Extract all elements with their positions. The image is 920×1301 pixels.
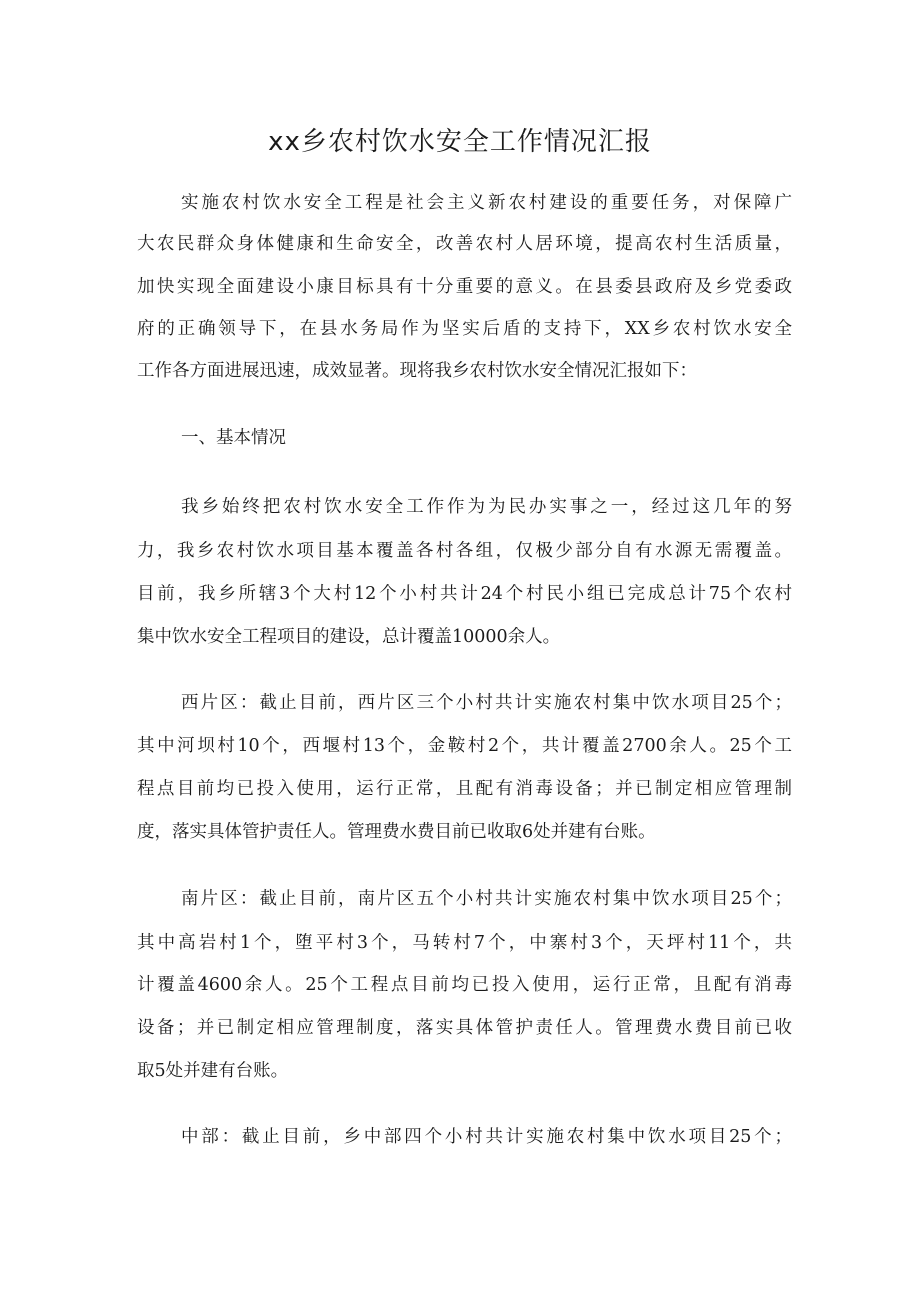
west-line-2: 其中河坝村10个，西堰村13个，金鞍村2个，共计覆盖2700余人。25个工 (137, 736, 792, 756)
south-line-5: 取5处并建有台账。 (137, 1061, 289, 1081)
south-line-3: 计覆盖4600余人。25个工程点目前均已投入使用，运行正常，且配有消毒 (137, 975, 792, 995)
basic-line-2: 力，我乡农村饮水项目基本覆盖各村各组，仅极少部分自有水源无需覆盖。 (137, 541, 792, 561)
intro-line-4: 府的正确领导下，在县水务局作为坚实后盾的支持下，XX乡农村饮水安全 (137, 319, 792, 339)
intro-line-5: 工作各方面进展迅速，成效显著。现将我乡农村饮水安全情况汇报如下： (137, 361, 697, 381)
intro-line-2: 大农民群众身体健康和生命安全，改善农村人居环境，提高农村生活质量， (137, 234, 792, 254)
intro-line-1: 实施农村饮水安全工程是社会主义新农村建设的重要任务，对保障广 (181, 193, 792, 213)
document-title: xx乡农村饮水安全工作情况汇报 (268, 127, 652, 157)
basic-line-3: 目前，我乡所辖3个大村12个小村共计24个村民小组已完成总计75个农村 (137, 584, 792, 604)
basic-line-4: 集中饮水安全工程项目的建设，总计覆盖10000余人。 (137, 627, 561, 647)
south-line-2: 其中高岩村1个，堕平村3个，马转村7个，中寨村3个，天坪村11个，共 (137, 933, 792, 953)
section-heading-basic: 一、基本情况 (181, 428, 286, 448)
west-line-3: 程点目前均已投入使用，运行正常，且配有消毒设备；并已制定相应管理制 (137, 779, 792, 799)
south-line-1: 南片区：截止目前，南片区五个小村共计实施农村集中饮水项目25个； (181, 889, 792, 909)
west-line-1: 西片区：截止目前，西片区三个小村共计实施农村集中饮水项目25个； (181, 693, 792, 713)
intro-line-3: 加快实现全面建设小康目标具有十分重要的意义。在县委县政府及乡党委政 (137, 277, 792, 297)
west-line-4: 度，落实具体管护责任人。管理费水费目前已收取6处并建有台账。 (137, 822, 656, 842)
basic-line-1: 我乡始终把农村饮水安全工作作为为民办实事之一，经过这几年的努 (181, 497, 792, 517)
south-line-4: 设备；并已制定相应管理制度，落实具体管护责任人。管理费水费目前已收 (137, 1018, 792, 1038)
central-line-1: 中部：截止目前，乡中部四个小村共计实施农村集中饮水项目25个； (181, 1127, 792, 1147)
